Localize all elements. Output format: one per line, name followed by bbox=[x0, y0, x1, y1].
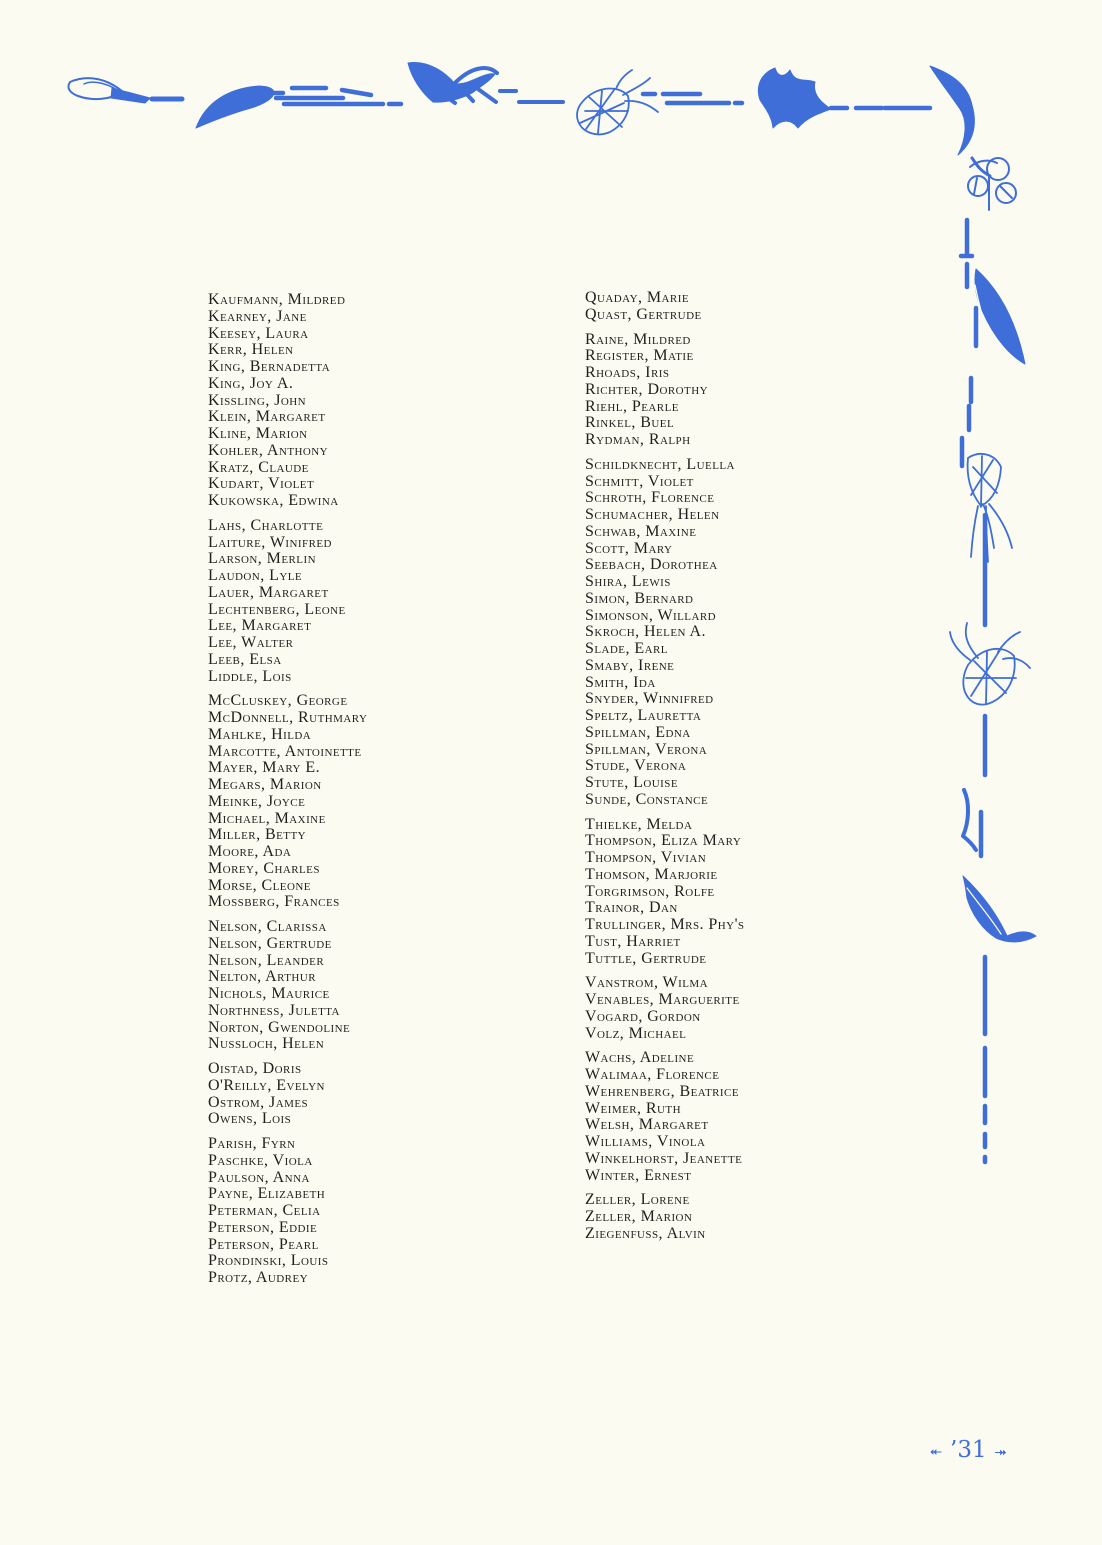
name-entry: Miller, Betty bbox=[208, 826, 307, 844]
name-entry: Lauer, Margaret bbox=[208, 583, 329, 601]
name-entry: Nichols, Maurice bbox=[208, 985, 330, 1002]
name-entry: Simonson, Willard bbox=[585, 606, 717, 624]
name-entry: Schwab, Maxine bbox=[585, 522, 697, 540]
name-entry: Thompson, Eliza Mary bbox=[585, 832, 742, 850]
left-group-l bbox=[208, 518, 458, 686]
name-entry: Stute, Louise bbox=[585, 774, 679, 791]
name-entry: Lee, Margaret bbox=[208, 617, 312, 635]
name-entry: Smaby, Irene bbox=[585, 656, 675, 674]
name-entry: Scott, Mary bbox=[585, 539, 673, 557]
right-group-v bbox=[585, 975, 835, 1042]
name-entry: Quaday, Marie bbox=[585, 289, 690, 306]
name-entry: Schmitt, Violet bbox=[585, 472, 694, 490]
name-entry: Trainor, Dan bbox=[585, 899, 678, 917]
name-entry: Nelson, Clarissa bbox=[208, 918, 327, 935]
name-entry: Seebach, Dorothea bbox=[585, 556, 718, 574]
left-group-p bbox=[208, 1136, 458, 1287]
name-entry: Thielke, Melda bbox=[585, 815, 693, 833]
name-entry: Wachs, Adeline bbox=[585, 1049, 695, 1067]
name-entry: Ostrom, James bbox=[208, 1093, 309, 1111]
name-entry: Kratz, Claude bbox=[208, 458, 309, 476]
name-entry: Schroth, Florence bbox=[585, 489, 715, 507]
name-entry: Welsh, Margaret bbox=[585, 1116, 709, 1134]
name-entry: Raine, Mildred bbox=[585, 330, 691, 348]
name-entry: McCluskey, George bbox=[208, 692, 348, 710]
name-entry: Peterman, Celia bbox=[208, 1202, 321, 1219]
name-entry: Kaufmann, Mildred bbox=[208, 291, 346, 308]
left-ornament-icon: ⯬ bbox=[930, 1442, 943, 1460]
name-entry: Lee, Walter bbox=[208, 634, 294, 651]
left-group-m bbox=[208, 693, 458, 911]
right-group-z bbox=[585, 1192, 835, 1242]
name-entry: Payne, Elizabeth bbox=[208, 1185, 326, 1203]
name-entry: Spillman, Verona bbox=[585, 740, 708, 758]
name-entry: Protz, Audrey bbox=[208, 1269, 309, 1286]
name-entry: Schumacher, Helen bbox=[585, 506, 720, 523]
left-name-column bbox=[208, 292, 458, 1295]
name-entry: Torgrimson, Rolfe bbox=[585, 882, 715, 900]
name-entry: Mayer, Mary E. bbox=[208, 759, 321, 777]
name-entry: Slade, Earl bbox=[585, 640, 668, 657]
name-entry: Mossberg, Frances bbox=[208, 893, 340, 911]
name-entry: Meinke, Joyce bbox=[208, 792, 306, 810]
name-entry: Simon, Bernard bbox=[585, 589, 694, 607]
name-entry: Paulson, Anna bbox=[208, 1168, 310, 1186]
name-entry: Vogard, Gordon bbox=[585, 1007, 701, 1025]
name-entry: Prondinski, Louis bbox=[208, 1252, 329, 1270]
name-entry: Kline, Marion bbox=[208, 425, 308, 442]
name-entry: Vanstrom, Wilma bbox=[585, 974, 709, 992]
name-entry: Kearney, Jane bbox=[208, 307, 307, 325]
name-entry: McDonnell, Ruthmary bbox=[208, 709, 368, 726]
name-entry: Mahlke, Hilda bbox=[208, 725, 312, 743]
name-entry: Stude, Verona bbox=[585, 757, 687, 775]
name-entry: Richter, Dorothy bbox=[585, 380, 708, 398]
name-entry: Leeb, Elsa bbox=[208, 650, 282, 668]
name-entry: Liddle, Lois bbox=[208, 667, 292, 685]
name-entry: Winter, Ernest bbox=[585, 1166, 692, 1184]
name-entry: Sunde, Constance bbox=[585, 790, 709, 808]
name-entry: Peterson, Pearl bbox=[208, 1235, 319, 1253]
name-entry: Moore, Ada bbox=[208, 843, 292, 860]
left-group-k bbox=[208, 292, 458, 510]
name-entry: Smith, Ida bbox=[585, 673, 656, 691]
name-entry: Oistad, Doris bbox=[208, 1060, 302, 1077]
name-entry: Nelson, Gertrude bbox=[208, 934, 332, 952]
name-entry: Shira, Lewis bbox=[585, 573, 671, 590]
name-entry: Spillman, Edna bbox=[585, 723, 691, 741]
name-entry: King, Joy A. bbox=[208, 374, 294, 392]
name-entry: Megars, Marion bbox=[208, 776, 322, 793]
name-entry: Winkelhorst, Jeanette bbox=[585, 1149, 743, 1167]
name-entry: Nelton, Arthur bbox=[208, 968, 316, 986]
name-entry: Peterson, Eddie bbox=[208, 1218, 318, 1236]
name-entry: Kerr, Helen bbox=[208, 341, 294, 359]
year-label: ’31 bbox=[950, 1437, 987, 1463]
name-entry: Venables, Marguerite bbox=[585, 991, 740, 1008]
name-entry: Tuttle, Gertrude bbox=[585, 949, 707, 967]
name-entry: Paschke, Viola bbox=[208, 1151, 313, 1169]
name-entry: Morse, Cleone bbox=[208, 876, 311, 894]
right-name-column bbox=[585, 290, 835, 1251]
name-entry: Lechtenberg, Leone bbox=[208, 600, 346, 618]
name-entry: Ziegenfuss, Alvin bbox=[585, 1224, 706, 1242]
name-entry: Trullinger, Mrs. Phy's bbox=[585, 916, 745, 933]
name-entry: Michael, Maxine bbox=[208, 809, 326, 827]
right-group-s bbox=[585, 457, 835, 809]
name-entry: Zeller, Lorene bbox=[585, 1191, 690, 1209]
name-entry: Kohler, Anthony bbox=[208, 441, 329, 459]
name-entry: Laudon, Lyle bbox=[208, 567, 303, 584]
name-entry: Register, Matie bbox=[585, 347, 694, 365]
name-entry: Quast, Gertrude bbox=[585, 305, 702, 323]
right-group-q bbox=[585, 290, 835, 324]
left-group-o bbox=[208, 1061, 458, 1128]
name-entry: Thomson, Marjorie bbox=[585, 865, 718, 883]
name-entry: Wehrenberg, Beatrice bbox=[585, 1082, 739, 1100]
name-entry: Walimaa, Florence bbox=[585, 1066, 720, 1083]
name-entry: Rhoads, Iris bbox=[585, 364, 670, 381]
right-group-w bbox=[585, 1050, 835, 1184]
name-entry: Marcotte, Antoinette bbox=[208, 742, 362, 760]
name-entry: Larson, Merlin bbox=[208, 550, 316, 568]
name-entry: Parish, Fyrn bbox=[208, 1135, 296, 1152]
left-group-n bbox=[208, 919, 458, 1053]
name-entry: Volz, Michael bbox=[585, 1024, 687, 1042]
name-entry: Norton, Gwendoline bbox=[208, 1018, 351, 1036]
page-footer-year-mark bbox=[930, 1436, 1040, 1464]
name-entry: Riehl, Pearle bbox=[585, 397, 679, 415]
name-entry: Rinkel, Buel bbox=[585, 414, 675, 432]
name-entry: Kudart, Violet bbox=[208, 475, 315, 493]
name-entry: Weimer, Ruth bbox=[585, 1099, 681, 1117]
right-ornament-icon: ⯮ bbox=[994, 1442, 1007, 1460]
name-entry: Snyder, Winnifred bbox=[585, 690, 714, 708]
name-entry: Owens, Lois bbox=[208, 1110, 292, 1128]
name-entry: Keesey, Laura bbox=[208, 324, 309, 342]
name-entry: Speltz, Lauretta bbox=[585, 707, 702, 724]
name-entry: Laiture, Winifred bbox=[208, 533, 332, 551]
name-entry: King, Bernadetta bbox=[208, 358, 331, 375]
name-entry: Nussloch, Helen bbox=[208, 1035, 325, 1053]
name-entry: Zeller, Marion bbox=[585, 1208, 693, 1225]
name-entry: Nelson, Leander bbox=[208, 951, 325, 969]
name-entry: Schildknecht, Luella bbox=[585, 455, 735, 473]
name-entry: Lahs, Charlotte bbox=[208, 516, 324, 534]
name-entry: Kissling, John bbox=[208, 391, 307, 409]
name-entry: Skroch, Helen A. bbox=[585, 623, 706, 641]
name-entry: Klein, Margaret bbox=[208, 408, 326, 426]
name-entry: O'Reilly, Evelyn bbox=[208, 1076, 325, 1094]
name-entry: Williams, Vinola bbox=[585, 1133, 706, 1150]
right-group-t bbox=[585, 817, 835, 968]
right-group-r bbox=[585, 332, 835, 449]
name-entry: Rydman, Ralph bbox=[585, 431, 691, 448]
name-entry: Thompson, Vivian bbox=[585, 849, 707, 866]
name-entry: Northness, Juletta bbox=[208, 1001, 340, 1019]
name-entry: Kukowska, Edwina bbox=[208, 492, 339, 509]
name-entry: Tust, Harriet bbox=[585, 932, 681, 950]
name-entry: Morey, Charles bbox=[208, 859, 320, 877]
